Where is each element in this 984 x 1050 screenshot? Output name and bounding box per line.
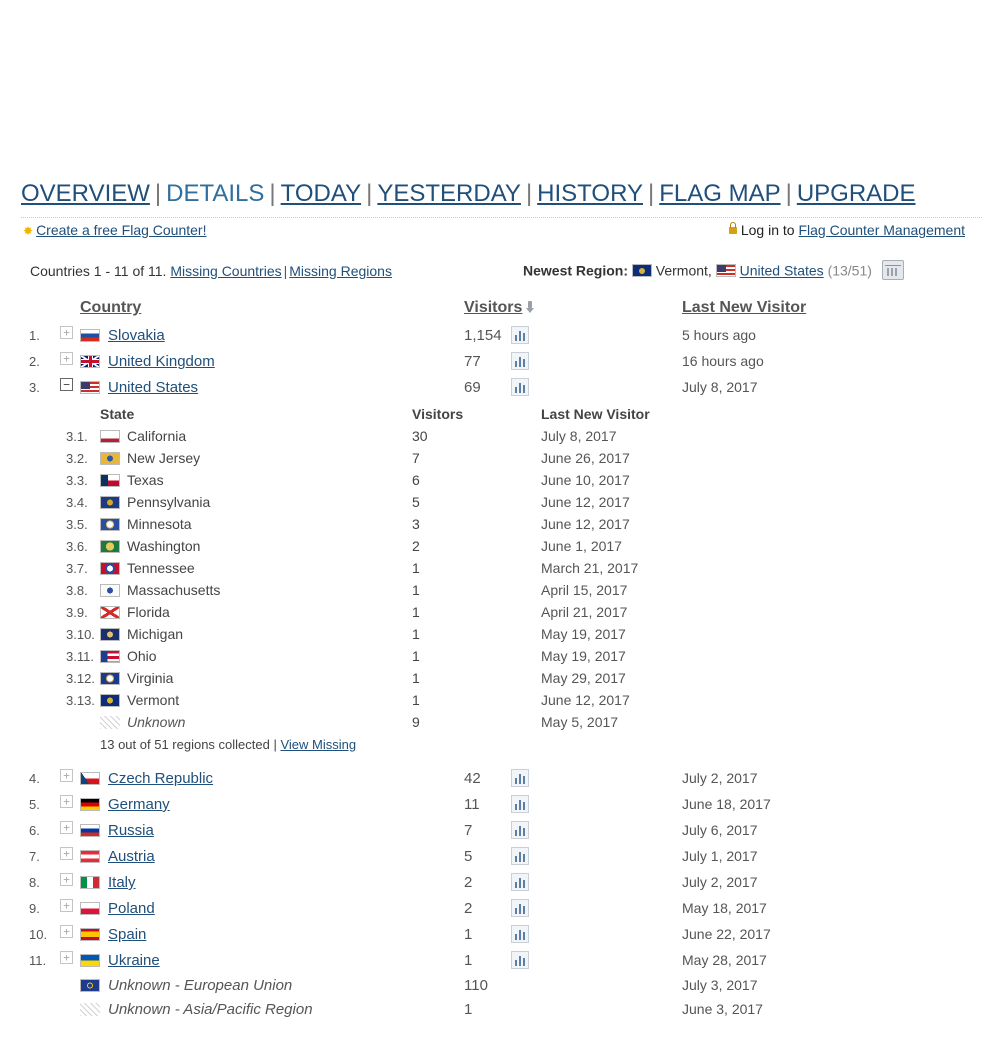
row-number: 9.: [29, 901, 40, 916]
state-name: Florida: [127, 604, 170, 620]
visitor-count: 77: [464, 353, 481, 370]
michigan-flag-icon: [100, 628, 120, 641]
row-number: 3.1.: [66, 429, 88, 444]
visitor-count: 7: [412, 450, 420, 466]
pennsylvania-flag-icon: [100, 496, 120, 509]
sort-down-icon: [526, 301, 534, 313]
minnesota-flag-icon: [100, 518, 120, 531]
visitor-count: 1: [412, 692, 420, 708]
virginia-flag-icon: [100, 672, 120, 685]
nav-separator: |: [647, 180, 655, 207]
country-row: [0, 327, 984, 347]
russia-flag-icon: [80, 824, 100, 837]
state-row: [0, 604, 984, 622]
european-union-flag-icon: [80, 979, 100, 992]
row-number: 10.: [29, 927, 48, 942]
spain-flag-icon: [80, 928, 100, 941]
state-row: [0, 428, 984, 446]
visitor-count: 5: [412, 494, 420, 510]
visitor-count: 3: [412, 516, 420, 532]
state-row: [0, 560, 984, 578]
last-new-visitor: July 1, 2017: [682, 848, 758, 864]
row-number: 6.: [29, 823, 40, 838]
login-prefix: Log in to: [740, 222, 795, 238]
country-row: [0, 796, 984, 816]
flag-counter-management-link[interactable]: Flag Counter Management: [798, 222, 965, 238]
main-nav: [21, 180, 916, 208]
last-new-visitor: May 29, 2017: [541, 670, 626, 686]
unknown-flag-icon: [100, 716, 120, 729]
last-new-visitor: March 21, 2017: [541, 560, 639, 576]
country-link-italy[interactable]: Italy: [108, 874, 136, 891]
newest-region-label: Newest Region:: [523, 262, 629, 279]
row-number: 7.: [29, 849, 40, 864]
nav-item-today[interactable]: TODAY: [280, 180, 362, 207]
last-new-visitor: 5 hours ago: [682, 327, 756, 343]
ukraine-flag-icon: [80, 954, 100, 967]
countries-range-text: Countries 1 - 11 of 11.: [30, 263, 167, 279]
row-number: 8.: [29, 875, 40, 890]
newest-region-name: Vermont,: [655, 262, 712, 279]
visitor-count: 30: [412, 428, 428, 444]
nav-separator: |: [269, 180, 276, 207]
massachusetts-flag-icon: [100, 584, 120, 597]
state-row: [0, 450, 984, 468]
czech-republic-flag-icon: [80, 772, 100, 785]
nav-separator: |: [154, 180, 162, 207]
bar-chart-icon[interactable]: [511, 378, 529, 396]
missing-regions-link[interactable]: Missing Regions: [289, 263, 392, 279]
row-number: 2.: [29, 354, 40, 369]
visitor-count: 9: [412, 714, 420, 730]
bar-chart-icon[interactable]: [511, 326, 529, 344]
visitor-count: 110: [464, 977, 488, 994]
us-flag-icon: [716, 264, 736, 277]
state-name: Pennsylvania: [127, 494, 211, 510]
unknown-region-row: [0, 1001, 984, 1021]
vermont-flag-icon: [632, 264, 652, 277]
visitor-count: 69: [464, 379, 481, 396]
last-new-visitor: May 18, 2017: [682, 900, 767, 916]
state-name: Washington: [127, 538, 201, 554]
last-new-visitor: June 10, 2017: [541, 472, 630, 488]
separator: |: [283, 263, 288, 279]
state-name: Massachusetts: [127, 582, 221, 598]
row-number: 3.6.: [66, 539, 88, 554]
last-new-visitor: June 1, 2017: [541, 538, 622, 554]
last-new-visitor: June 12, 2017: [541, 494, 630, 510]
last-new-visitor: May 28, 2017: [682, 952, 767, 968]
newest-region: [523, 262, 904, 282]
state-row: [0, 714, 984, 732]
row-number: 3.11.: [66, 649, 94, 664]
row-number: 5.: [29, 797, 40, 812]
row-number: 3.2.: [66, 451, 88, 466]
vermont-flag-icon: [100, 694, 120, 707]
expand-icon[interactable]: +: [60, 352, 73, 365]
bar-chart-icon[interactable]: [511, 769, 529, 787]
country-row: [0, 822, 984, 842]
visitor-count: 1: [412, 560, 420, 576]
state-name: California: [127, 428, 187, 444]
country-link-slovakia[interactable]: Slovakia: [108, 327, 165, 344]
country-row: [0, 353, 984, 373]
nav-separator: |: [785, 180, 792, 207]
unknown-region-row: [0, 977, 984, 997]
expand-icon[interactable]: +: [60, 326, 73, 339]
newest-region-country-link[interactable]: United States: [739, 262, 824, 279]
visitor-count: 1: [464, 952, 473, 969]
state-row: [0, 538, 984, 556]
bar-chart-icon[interactable]: [511, 951, 529, 969]
visitor-count: 11: [464, 796, 480, 813]
unknown-region-name: Unknown - European Union: [108, 977, 293, 994]
last-new-visitor: 16 hours ago: [682, 353, 764, 369]
create-counter-area: [23, 222, 206, 238]
nav-item-details[interactable]: DETAILS: [166, 180, 265, 207]
country-link-spain[interactable]: Spain: [108, 926, 147, 943]
country-link-poland[interactable]: Poland: [108, 900, 155, 917]
visitor-count: 1,154: [464, 327, 502, 344]
expand-icon[interactable]: +: [60, 899, 73, 912]
star-icon: ✸: [23, 224, 34, 238]
create-counter-link[interactable]: Create a free Flag Counter!: [36, 222, 207, 238]
country-link-czech-republic[interactable]: Czech Republic: [108, 770, 214, 787]
visitor-count: 1: [412, 626, 420, 642]
nav-item-upgrade[interactable]: UPGRADE: [796, 180, 916, 207]
visitor-count: 1: [412, 604, 420, 620]
row-number: 3.7.: [66, 561, 88, 576]
florida-flag-icon: [100, 606, 120, 619]
state-name: New Jersey: [127, 450, 201, 466]
washington-flag-icon: [100, 540, 120, 553]
sort-by-visitors-link[interactable]: Visitors: [464, 299, 523, 316]
visitors-column-header[interactable]: [464, 299, 534, 317]
row-number: 11.: [29, 953, 47, 968]
row-number: 3.9.: [66, 605, 88, 620]
tennessee-flag-icon: [100, 562, 120, 575]
last-new-visitor: July 2, 2017: [682, 770, 758, 786]
bar-chart-icon[interactable]: [511, 847, 529, 865]
new-jersey-flag-icon: [100, 452, 120, 465]
lock-icon: [729, 227, 737, 234]
row-number: 3.3.: [66, 473, 88, 488]
last-new-visitor: June 22, 2017: [682, 926, 771, 942]
state-column-header: State: [100, 406, 135, 422]
regions-collected-text: 13 out of 51 regions collected |: [100, 737, 277, 752]
unknown-flag-icon: [80, 1003, 100, 1016]
state-name: Minnesota: [127, 516, 192, 532]
country-link-ukraine[interactable]: Ukraine: [108, 952, 160, 969]
collapse-icon[interactable]: −: [60, 378, 73, 391]
visitor-count: 7: [464, 822, 473, 839]
expand-icon[interactable]: +: [60, 821, 73, 834]
country-column-header[interactable]: [80, 299, 141, 317]
country-row: [0, 874, 984, 894]
visitor-count: 1: [464, 1001, 473, 1018]
state-name: Tennessee: [127, 560, 195, 576]
visitor-count: 42: [464, 770, 481, 787]
country-row: [0, 379, 984, 399]
countries-summary: [30, 263, 392, 279]
visitor-count: 1: [464, 926, 473, 943]
visitor-count: 1: [412, 648, 420, 664]
texas-flag-icon: [100, 474, 120, 487]
visitor-count: 6: [412, 472, 420, 488]
last-new-visitor: July 2, 2017: [682, 874, 758, 890]
state-last-visitor-column-header: Last New Visitor: [541, 406, 650, 422]
last-new-visitor: May 19, 2017: [541, 648, 626, 664]
top-links-bar: [23, 222, 965, 240]
bar-chart-icon[interactable]: [511, 795, 529, 813]
row-number: 3.12.: [66, 671, 95, 686]
country-link-austria[interactable]: Austria: [108, 848, 155, 865]
last-new-visitor: July 8, 2017: [541, 428, 617, 444]
expand-icon[interactable]: +: [60, 873, 73, 886]
last-new-visitor: May 19, 2017: [541, 626, 626, 642]
visitor-count: 1: [412, 670, 420, 686]
nav-item-flag-map[interactable]: FLAG MAP: [659, 180, 781, 207]
row-number: 3.10.: [66, 627, 95, 642]
state-row: [0, 648, 984, 666]
row-number: 3.5.: [66, 517, 88, 532]
state-name: Unknown: [127, 714, 186, 730]
italy-flag-icon: [80, 876, 100, 889]
state-row: [0, 582, 984, 600]
last-new-visitor: May 5, 2017: [541, 714, 619, 730]
expand-icon[interactable]: +: [60, 951, 73, 964]
row-number: 1.: [29, 328, 40, 343]
visitor-count: 5: [464, 848, 473, 865]
last-new-visitor: July 8, 2017: [682, 379, 758, 395]
last-new-visitor: June 18, 2017: [682, 796, 771, 812]
state-name: Ohio: [127, 648, 157, 664]
country-row: [0, 848, 984, 868]
expand-icon[interactable]: +: [60, 925, 73, 938]
visitor-count: 2: [464, 900, 473, 917]
last-new-visitor: June 12, 2017: [541, 692, 630, 708]
slovakia-flag-icon: [80, 329, 100, 342]
state-row: [0, 626, 984, 644]
bar-chart-icon[interactable]: [511, 352, 529, 370]
row-number: 3.: [29, 380, 40, 395]
nav-separator: |: [525, 180, 533, 207]
last-new-visitor: June 12, 2017: [541, 516, 630, 532]
sort-by-country-link[interactable]: Country: [80, 299, 142, 316]
last-visitor-column-header[interactable]: [682, 299, 806, 317]
last-new-visitor: July 3, 2017: [682, 977, 758, 993]
poland-flag-icon: [80, 902, 100, 915]
row-number: 4.: [29, 771, 40, 786]
germany-flag-icon: [80, 798, 100, 811]
row-number: 3.13.: [66, 693, 95, 708]
state-row: [0, 692, 984, 710]
country-link-united-states[interactable]: United States: [108, 379, 199, 396]
state-name: Michigan: [127, 626, 184, 642]
bar-chart-icon[interactable]: [511, 873, 529, 891]
country-link-germany[interactable]: Germany: [108, 796, 170, 813]
bar-chart-icon[interactable]: [511, 899, 529, 917]
country-row: [0, 900, 984, 920]
last-new-visitor: April 15, 2017: [541, 582, 628, 598]
row-number: 3.8.: [66, 583, 88, 598]
state-row: [0, 516, 984, 534]
row-number: 3.4.: [66, 495, 88, 510]
state-name: Texas: [127, 472, 164, 488]
nav-separator: |: [366, 180, 373, 207]
expand-icon[interactable]: +: [60, 795, 73, 808]
last-new-visitor: June 3, 2017: [682, 1001, 763, 1017]
last-new-visitor: April 21, 2017: [541, 604, 628, 620]
state-row: [0, 472, 984, 490]
login-area: [729, 222, 965, 238]
country-row: [0, 770, 984, 790]
california-flag-icon: [100, 430, 120, 443]
country-link-russia[interactable]: Russia: [108, 822, 154, 839]
united-kingdom-flag-icon: [80, 355, 100, 368]
country-row: [0, 952, 984, 972]
state-name: Vermont: [127, 692, 180, 708]
ohio-flag-icon: [100, 650, 120, 663]
state-visitors-column-header: Visitors: [412, 406, 464, 422]
expand-icon[interactable]: +: [60, 847, 73, 860]
nav-divider: [21, 217, 982, 218]
united-states-flag-icon: [80, 381, 100, 394]
visitor-count: 2: [412, 538, 420, 554]
nav-item-history[interactable]: HISTORY: [537, 180, 643, 207]
bar-chart-icon[interactable]: [511, 821, 529, 839]
calendar-icon[interactable]: [882, 260, 904, 280]
unknown-region-name: Unknown - Asia/Pacific Region: [108, 1001, 313, 1018]
bar-chart-icon[interactable]: [511, 925, 529, 943]
nav-item-overview[interactable]: OVERVIEW: [21, 180, 150, 207]
view-missing-link[interactable]: View Missing: [280, 737, 357, 752]
visitor-count: 1: [412, 582, 420, 598]
state-row: [0, 670, 984, 688]
last-new-visitor: July 6, 2017: [682, 822, 758, 838]
state-row: [0, 494, 984, 512]
last-new-visitor: June 26, 2017: [541, 450, 630, 466]
expand-icon[interactable]: +: [60, 769, 73, 782]
missing-countries-link[interactable]: Missing Countries: [170, 263, 282, 279]
regions-collected: [100, 737, 356, 752]
sort-by-last-visitor-link[interactable]: Last New Visitor: [682, 299, 807, 316]
country-row: [0, 926, 984, 946]
nav-item-yesterday[interactable]: YESTERDAY: [377, 180, 521, 207]
visitor-count: 2: [464, 874, 473, 891]
state-name: Virginia: [127, 670, 174, 686]
regions-count: (13/51): [827, 262, 872, 279]
country-link-united-kingdom[interactable]: United Kingdom: [108, 353, 215, 370]
austria-flag-icon: [80, 850, 100, 863]
